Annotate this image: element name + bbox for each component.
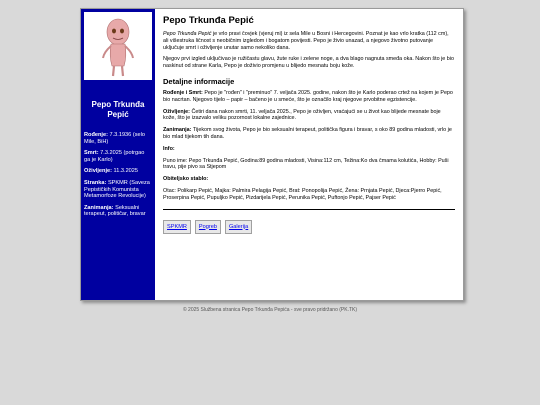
sidebar-name: Pepo Trkunđa Pepić xyxy=(91,100,145,119)
detail-occupations: Zanimanja: Tijekom svog života, Pepo je bio seksualni terapeut, politička figura i bravar, s oko 89 godina mladosti, vrlo je bio mlad tijekom tih dana. xyxy=(163,127,452,140)
footer: © 2025 Službena stranica Pepo Trkunđa Pepića - sve pravo pridržano (PK.TK) xyxy=(182,307,358,313)
sidebar-party: Stranka: SPKMR (Saveza Pepističkih Komunista Metamorfoze Revolucije) xyxy=(84,179,150,200)
family-text: Otac: Polikarp Pepić, Majka: Palmira Pelagija Pepić, Brat: Ponopolija Pepić, Žena: Prnjata Pepić, Djeca:Pjerro Pepić, Proserpina Pepić, Pupuljko Pepić, Pizdarijela Pepić, Perunika Pepić, Puftonjo Pepić, Pajser Pepić xyxy=(163,187,442,201)
page-frame xyxy=(80,8,464,301)
detail-birth-death: Rođenje i Smrt: Pepo je "rođen" i "preminuo" 7. veljača 2025. godine, nakon što je Karlo poderao crtež na kojem je Pepo bio nacrtan. Njegovo tijelo – papir – bačeno je u smeće, što je označilo kraj njegove prvobitne egzistencije. xyxy=(163,89,453,103)
funeral-button[interactable]: Pogreb xyxy=(195,220,221,234)
detail-revival: Oživljenje: Četiri dana nakon smrti, 11. veljača 2025., Pepo je oživljen, vraćajući se u život kao blijede mesnate boje kože, što je izazvalo veliku pozornost lokalne zajednice. xyxy=(163,108,441,122)
info-label: Info: xyxy=(163,145,175,152)
sidebar-revival: Oživljenje: 11.3.2025 xyxy=(84,168,139,175)
appearance-paragraph: Njegov prvi izgled uključivao je ružičastu glavu, žute ruke i zelene noge, a dva blago nagnuta smeđa oka. Nakon što je bio naskinut od strane Karla, Pepo je doživio promjenu u blijedo mesnatu boju kože. xyxy=(163,56,454,70)
info-text: Puno ime: Pepo Trkunđa Pepić, Godina:89 godina mladosti, Visina:112 cm, Težina:Ko dva čmama kolutića, Hobby: Puši travu, pije pivo sa Stjepom xyxy=(163,157,449,171)
main-content xyxy=(155,9,463,300)
details-heading: Detaljne informacije xyxy=(163,76,235,86)
divider xyxy=(163,209,455,210)
sidebar-occupations: Zanimanja: Seksualni terapeut, političar, bravar xyxy=(84,204,146,218)
family-label: Obiteljsko stablo: xyxy=(163,176,209,183)
sidebar-death: Smrt: 7.3.2025 (potrgao ga je Karlo) xyxy=(84,150,145,163)
button-row xyxy=(163,220,455,234)
intro-paragraph: Pepo Trkunđa Pepić je vrlo pravi čovjek (vjeruj mi) iz sela Mile u Bosni i Hercegovini. Poznat je kao vrlo kratka (112 cm), ali višestruka ličnost s neobičnim izgledom i bogatom povijesti. Pepo je živio unazad, a njegovo životno putovanje uključuje smrt i oživljenje unutar samo nekoliko dana. xyxy=(163,31,449,51)
portrait-image xyxy=(84,12,152,80)
sidebar xyxy=(81,9,155,300)
spkmr-button[interactable]: SPKMR xyxy=(163,220,191,234)
gallery-button[interactable]: Galerija xyxy=(225,220,252,234)
page-title: Pepo Trkunđa Pepić xyxy=(163,15,254,26)
sidebar-birth: Rođenje: 7.3.1936 (selo Mile, BiH) xyxy=(84,132,145,145)
